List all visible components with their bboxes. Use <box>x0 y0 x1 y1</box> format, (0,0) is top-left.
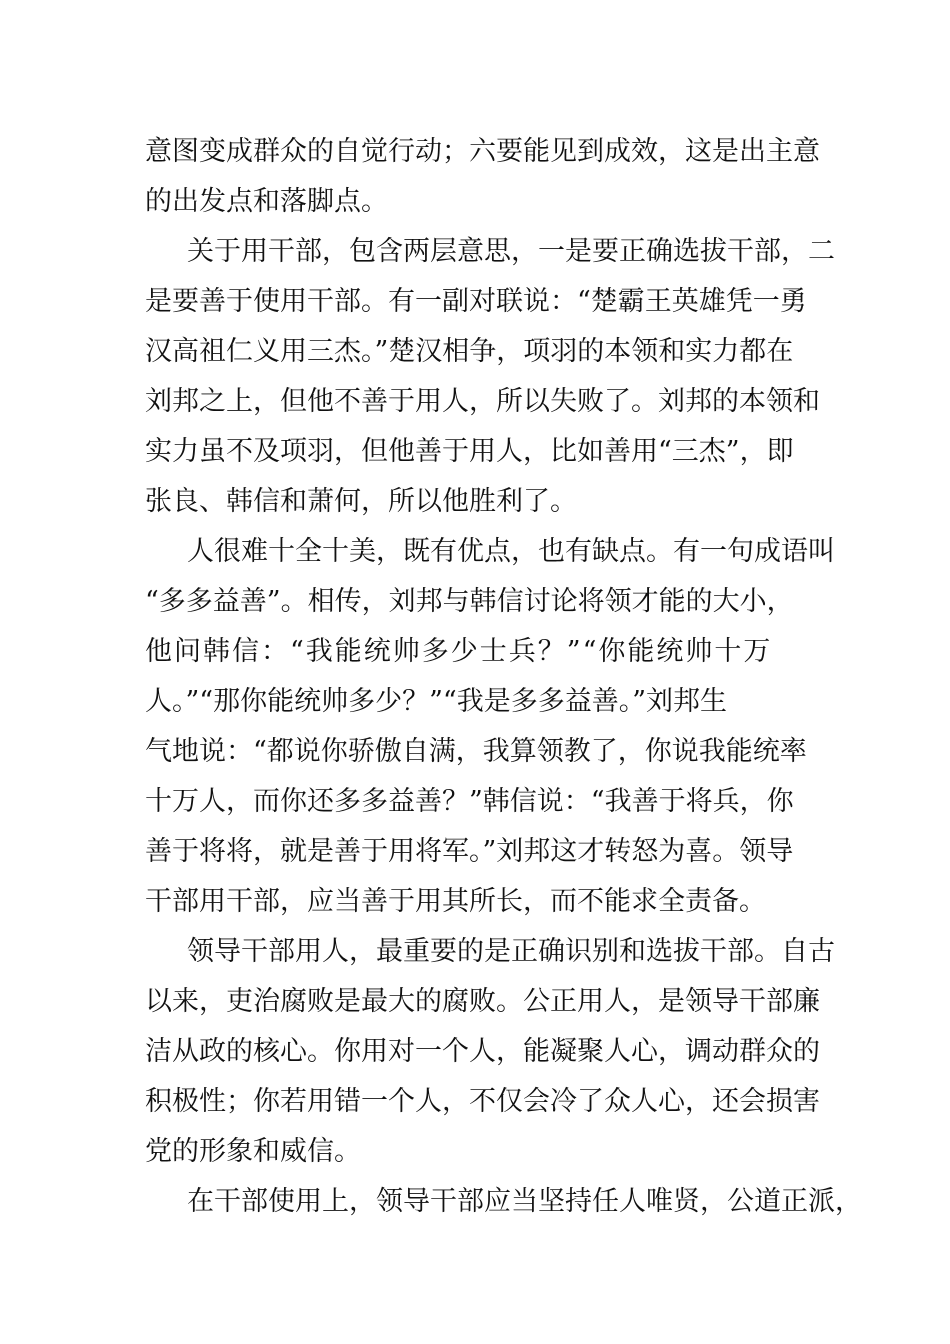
text-line: 刘邦之上，但他不善于用人，所以失败了。刘邦的本领和 <box>145 386 820 417</box>
text-line: 以来，吏治腐败是最大的腐败。公正用人，是领导干部廉 <box>145 986 820 1017</box>
paragraph-start-line: 在干部使用上，领导干部应当坚持任人唯贤，公道正派， <box>187 1186 862 1217</box>
text-line: 十万人，而你还多多益善？”韩信说：“我善于将兵，你 <box>145 786 794 817</box>
text-line: 党的形象和威信。 <box>145 1136 361 1167</box>
paragraph-start-line: 关于用干部，包含两层意思，一是要正确选拔干部，二 <box>187 236 835 267</box>
text-line: 积极性；你若用错一个人，不仅会冷了众人心，还会损害 <box>145 1086 820 1117</box>
paragraph-start-line: 领导干部用人，最重要的是正确识别和选拔干部。自古 <box>187 936 835 967</box>
text-line: 干部用干部，应当善于用其所长，而不能求全责备。 <box>145 886 766 917</box>
text-line: 汉高祖仁义用三杰。”楚汉相争，项羽的本领和实力都在 <box>145 336 794 367</box>
text-line: 他问韩信：“我能统帅多少士兵？”“你能统帅十万 <box>145 636 773 667</box>
text-line: 实力虽不及项羽，但他善于用人，比如善用“三杰”，即 <box>145 436 794 467</box>
text-line: “多多益善”。相传，刘邦与韩信讨论将领才能的大小， <box>145 586 794 617</box>
text-line: 是要善于使用干部。有一副对联说：“楚霸王英雄凭一勇 <box>145 286 807 317</box>
text-line: 善于将将，就是善于用将军。”刘邦这才转怒为喜。领导 <box>145 836 794 867</box>
paragraph-start-line: 人很难十全十美，既有优点，也有缺点。有一句成语叫 <box>187 536 835 567</box>
text-line: 意图变成群众的自觉行动；六要能见到成效，这是出主意 <box>145 136 820 167</box>
text-line: 气地说：“都说你骄傲自满，我算领教了，你说我能统率 <box>145 736 807 767</box>
text-line: 的出发点和落脚点。 <box>145 186 388 217</box>
text-line: 张良、韩信和萧何，所以他胜利了。 <box>145 486 577 517</box>
document-body <box>145 127 862 1227</box>
text-line: 人。”“那你能统帅多少？”“我是多多益善。”刘邦生 <box>145 686 728 717</box>
text-line: 洁从政的核心。你用对一个人，能凝聚人心，调动群众的 <box>145 1036 820 1067</box>
